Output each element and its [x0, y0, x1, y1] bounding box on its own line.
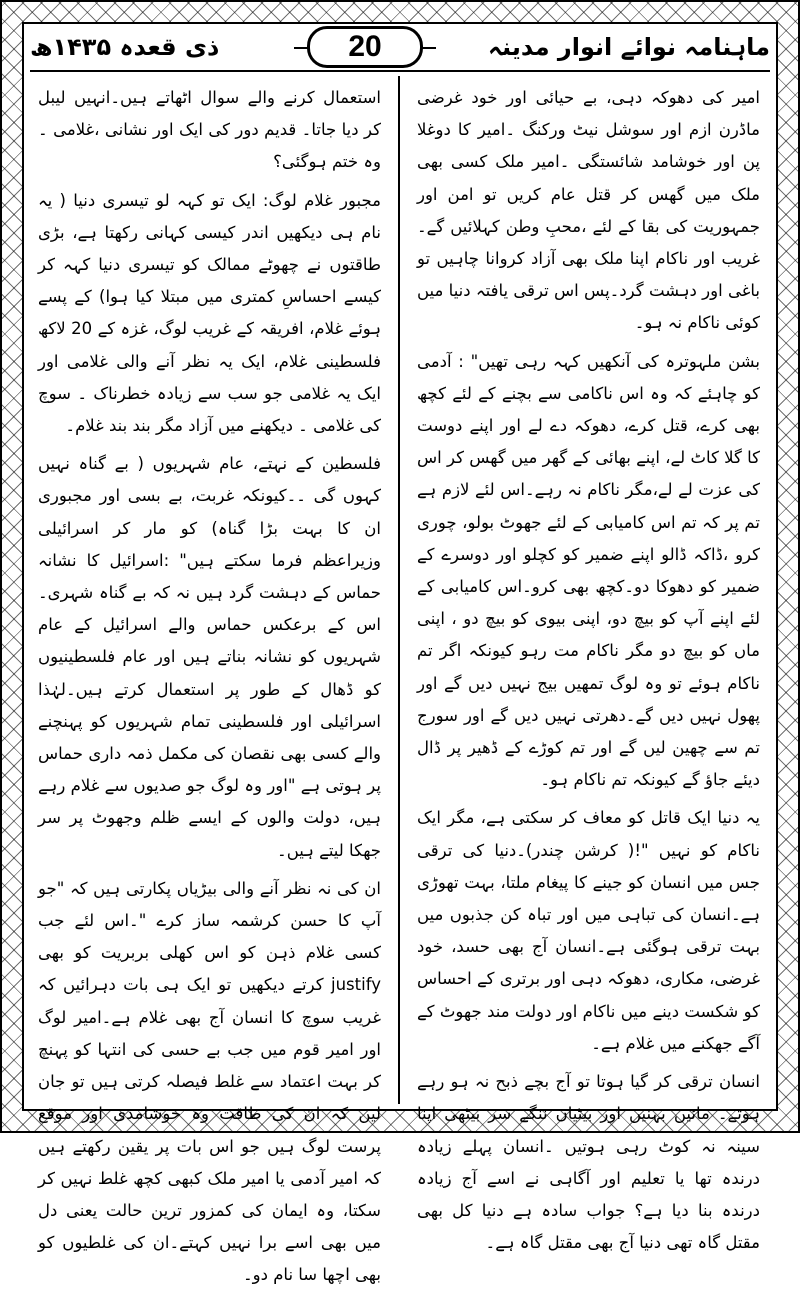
paragraph: انسان ترقی کر گیا ہوتا تو آج بچے ذبح نہ ہو رہے ہوتے۔ مائیں بہنیں اور بیٹیاں ننگے سر بیٹھی اپنا سینہ نہ کوٹ رہی ہوتیں ۔انسان پہلے زیادہ درندہ تھا یا تعلیم اور آگاہی نے اسے آج زیادہ درندہ بنا دیا ہے؟ جواب سادہ ہے دنیا کل بھی مقتل گاہ تھی دنیا آج بھی مقتل گاہ ہے۔	[417, 1072, 760, 1253]
paragraph: فلسطین کے نہتے، عام شہریوں ( بے گناہ نہیں کہوں گی ۔۔کیونکہ غربت، بے بسی اور مجبوری ان کا بہت بڑا گناہ) کو مار کر اسرائیلی وزیراعظم فرما سکتے ہیں" :اسرائیل کا نشانہ حماس کے دہشت گرد ہیں نہ کہ بے گناہ شہری۔اس کے برعکس حماس والے اسرائیل کے عام شہریوں کو نشانہ بناتے ہیں اور عام فلسطینیوں کو ڈھال کے طور پر استعمال کرتے ہیں۔لہٰذا اسرائیلی اور فلسطینی تمام شہریوں کو پہنچنے والے کسی بھی نقصان کی مکمل ذمہ داری حماس پر ہوتی ہے "اور وہ لوگ جو صدیوں سے غلام رہے ہیں، دولت والوں کے ایسے ظلم وجھوٹ پر سر جھکا لیتے ہیں۔	[38, 454, 381, 860]
issue-date: ذی قعدہ ۱۴۳۵ھ	[30, 33, 220, 61]
paragraph: یہ دنیا ایک قاتل کو معاف کر سکتی ہے، مگر ایک ناکام کو نہیں "!( کرشن چندر)۔دنیا کی ترقی جس میں انسان کو جینے کا پیغام ملتا، بہت تھوڑی ہے۔انسان کی تباہی میں اور تباہ کن جذبوں میں بہت ترقی ہوگئی ہے۔انسان آج بھی حسد، خود غرضی، مکاری، دھوکہ دہی اور برتری کے احساس کو شکست دینے میں ناکام اور دولت مند جھوٹ کے آگے جھکنے میں غلام ہے۔	[417, 808, 760, 1053]
article-body	[30, 76, 770, 1285]
left-column	[409, 76, 768, 1253]
header-divider	[30, 70, 770, 72]
page-header	[30, 26, 770, 68]
paragraph: مجبور غلام لوگ: ایک تو کہہ لو تیسری دنیا ( یہ نام ہی دیکھیں اندر کیسی کہانی رکھتا ہے، بڑی طاقتوں نے چھوٹے ممالک کو تیسری دنیا کہہ کر کیسے احساسِ کمتری میں مبتلا کیا ہوا) کے پسے ہوئے غلام، افریقہ کے غریب لوگ، غزہ کے 20 لاکھ فلسطینی غلام، ایک یہ نظر آنے والی غلامی اور ایک یہ غلامی جو سب سے زیادہ خطرناک ۔ سوچ کی غلامی ۔ دیکھنے میں آزاد مگر بند بند غلام۔	[38, 190, 381, 436]
paragraph: بشن ملہوترہ کی آنکھیں کہہ رہی تھیں" : آدمی کو چاہئے کہ وہ اس ناکامی سے بچنے کے لئے کچھ بھی کرے، قتل کرے، دھوکہ دے لے اور اپنے دوست کا گلا کاٹ لے، اپنے بھائی کے گھر میں گھس کر اس کی عزت لے لے،مگر ناکام نہ رہے۔اس لئے لازم ہے تم پر کہ تم اس کامیابی کے لئے جھوٹ بولو، چوری کرو ،ڈاکہ ڈالو اپنے ضمیر کو کچلو اور دوسرے کے ضمیر کو دھوکا دو۔کچھ بھی کرو۔اس کامیابی کے لئے اپنے آپ کو بیچ دو، اپنی بیوی کو بیچ دو ، اپنی ماں کو بیچ دو مگر ناکام مت رہو کیونکہ اگر تم ناکام ہوئے تو وہ لوگ تمھیں بیج نہیں دیں گے اور پھول نہیں دیں گے۔دھرتی نہیں دیں گے اور سورج تم سے چھین لیں گے اور تم کوڑے کے ڈھیر پر ڈال دیئے جاؤ گے کیونکہ تم ناکام ہو۔	[417, 351, 760, 790]
paragraph: امیر کی دھوکہ دہی، بے حیائی اور خود غرضی ماڈرن ازم اور سوشل نیٹ ورکنگ ۔امیر کا دوغلا پن اور خوشامد شائستگی ۔امیر ملک کسی بھی ملک میں گھس کر قتل عام کریں تو امن اور جمہوریت کی بقا کے لئے ،محبِ وطن کہلائیں گے۔غریب اور ناکام اپنا ملک بھی آزاد کروانا چاہیں تو باغی اور دہشت گرد۔پس اس ترقی یافتہ دنیا میں کوئی ناکام نہ ہو۔	[417, 88, 760, 333]
paragraph: استعمال کرنے والے سوال اٹھاتے ہیں۔انہیں لیبل کر دیا جاتا۔ قدیم دور کی ایک اور نشانی ،غلامی ۔وہ ختم ہوگئی؟	[38, 88, 381, 172]
paragraph: ان کی نہ نظر آنے والی بیڑیاں پکارتی ہیں کہ "جو آپ کا حسن کرشمہ ساز کرے "۔اس لئے جب کسی غلام ذہن کو اس کھلی بربریت کو بھی justify کرتے دیکھیں تو ایک ہی بات دہرائیں کہ غریب سوچ کا انسان آج بھی غلام ہے۔امیر لوگ اور امیر قوم میں جب بے حسی کی انتہا کو پہنچ کر بہت اعتماد سے غلط فیصلہ کرتی ہیں تو جان لیں کہ ان کی طاقت وہ خوشامدی اور موقع پرست لوگ ہیں جو اس بات پر یقین رکھتے ہیں کہ امیر آدمی یا امیر ملک کبھی کچھ غلط نہیں کر سکتا، وہ ایمان کی کمزور ترین حالت یعنی دل میں بھی اسے برا نہیں کہتے۔ان کی غلطیوں کو بھی اچھا سا نام دو۔	[38, 878, 381, 1285]
magazine-title: ماہنامہ نوائے انوار مدینہ	[487, 33, 770, 61]
column-divider	[389, 76, 409, 1104]
page-number: 20	[307, 26, 423, 68]
right-column	[30, 76, 389, 1285]
